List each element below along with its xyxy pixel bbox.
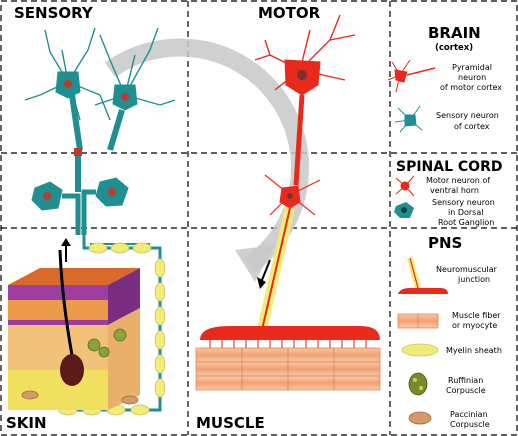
legend-pns-title: PNS [428,234,463,252]
legend-sensory-cortex-line1: Sensory neuron [436,111,499,120]
legend-drg-line2: in Dorsal [448,208,484,217]
sensory-direction-arrow [61,238,71,262]
legend-drg-line1: Sensory neuron [432,198,495,207]
muscle-block [196,326,380,390]
legend-brain-title: BRAIN [428,24,481,42]
ruffinian-corpuscle-icon [409,373,427,395]
legend-pacinian-line1: Paccinian [450,410,488,419]
legend-drg-line3: Root Ganglion [438,218,495,227]
skin-block [8,250,140,410]
legend-sensory-cortex-line2: of cortex [454,122,490,131]
pyramidal-neuron-icon [388,60,435,92]
legend-pyramidal-line1: Pyramidal [452,63,492,72]
legend-pacinian-line2: Corpuscle [450,420,490,429]
neuromuscular-junction-icon [398,258,448,294]
header-sensory: SENSORY [14,4,93,22]
pacinian-corpuscle-icon [409,412,431,424]
spinal-marker [74,148,82,156]
legend-nmj-line2: junction [458,275,491,284]
legend-spinal-title: SPINAL CORD [396,159,503,175]
muscle-fiber-icon [398,314,438,328]
legend-myelin-line1: Myelin sheath [446,346,502,355]
legend-pyramidal-line2: neuron [458,73,487,82]
signal-loop-arrow [110,47,300,265]
drg-neuron-icon [394,202,414,218]
legend-motor-neuron-line1: Motor neuron of [426,176,491,185]
legend-pyramidal-line3: of motor cortex [440,83,503,92]
sensory-drg-neurons [32,150,128,235]
legend-ruffinian-line2: Corpuscle [446,386,486,395]
header-motor: MOTOR [258,4,321,22]
header-muscle: MUSCLE [196,414,265,432]
legend-muscle-line1: Muscle fiber [452,311,501,320]
myelin-sheath-icon [402,344,438,356]
header-skin: SKIN [6,414,47,432]
legend-muscle-line2: or myocyte [452,321,498,330]
legend-ruffinian-line1: Ruffinian [448,376,484,385]
motor-neuron-icon [396,176,414,196]
legend-brain-subtitle: (cortex) [435,43,474,53]
legend-motor-neuron-line2: ventral horn [430,186,480,195]
legend-nmj-line1: Neuromuscular [436,265,497,274]
sensory-neuron-icon [395,106,422,132]
